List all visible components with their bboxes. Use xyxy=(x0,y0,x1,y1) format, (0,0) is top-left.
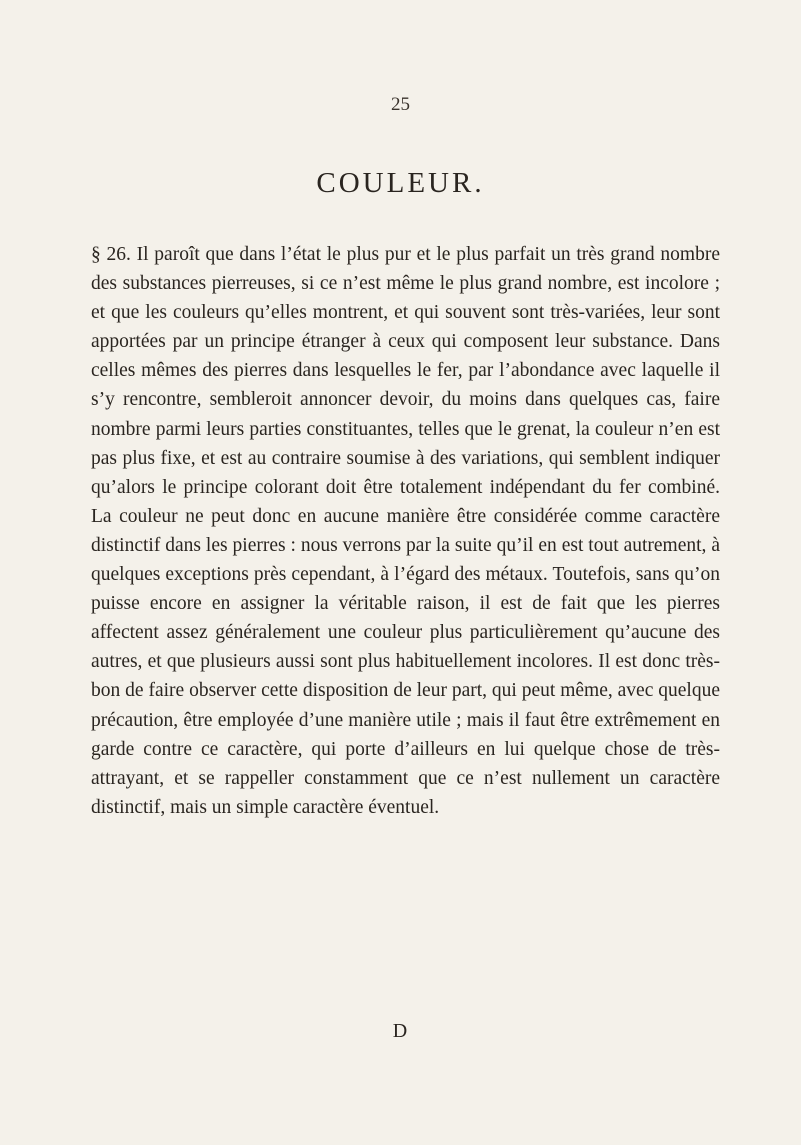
section-title: COULEUR. xyxy=(316,167,485,199)
signature-mark: D xyxy=(392,1020,408,1042)
page-number: 25 xyxy=(391,94,410,115)
body-paragraph: § 26. Il paroît que dans l’état le plus pur et le plus parfait un très grand nombre des substances pierreuses, si ce n’est même le plus grand nombre, est incolore ; et que les couleurs qu’elles montrent, et qui souvent sont très-variées, leur sont apportées par un principe étranger à ceux qui composent leur substance. Dans celles mêmes des pierres dans lesquelles le fer, par l’abondance avec laquelle il s’y rencontre, sembleroit annoncer devoir, du moins dans quelques cas, faire nombre parmi leurs parties constituantes, telles que le grenat, la couleur n’en est pas plus fixe, et est au contraire soumise à des variations, qui semblent indiquer qu’alors le principe colorant doit être totalement indépendant du fer combiné. La couleur ne peut donc en aucune manière être considérée comme caractère distinctif dans les pierres : nous verrons par la suite qu’il en est tout autrement, à quelques exceptions près cependant, à l’égard des métaux. Toutefois, sans qu’on puisse encore en assigner la véritable raison, il est de fait que les pierres affectent assez généralement une couleur plus particulièrement qu’aucune des autres, et que plusieurs aussi sont plus habituellement incolores. Il est donc très-bon de faire observer cette disposition de leur part, qui peut même, avec quelque précaution, être employée d’une manière utile ; mais il faut être extrêmement en garde contre ce caractère, qui porte d’ailleurs en lui quelque chose de très-attrayant, et se rappeller constamment que ce n’est nullement un caractère distinctif, mais un simple caractère éventuel. xyxy=(91,244,720,818)
